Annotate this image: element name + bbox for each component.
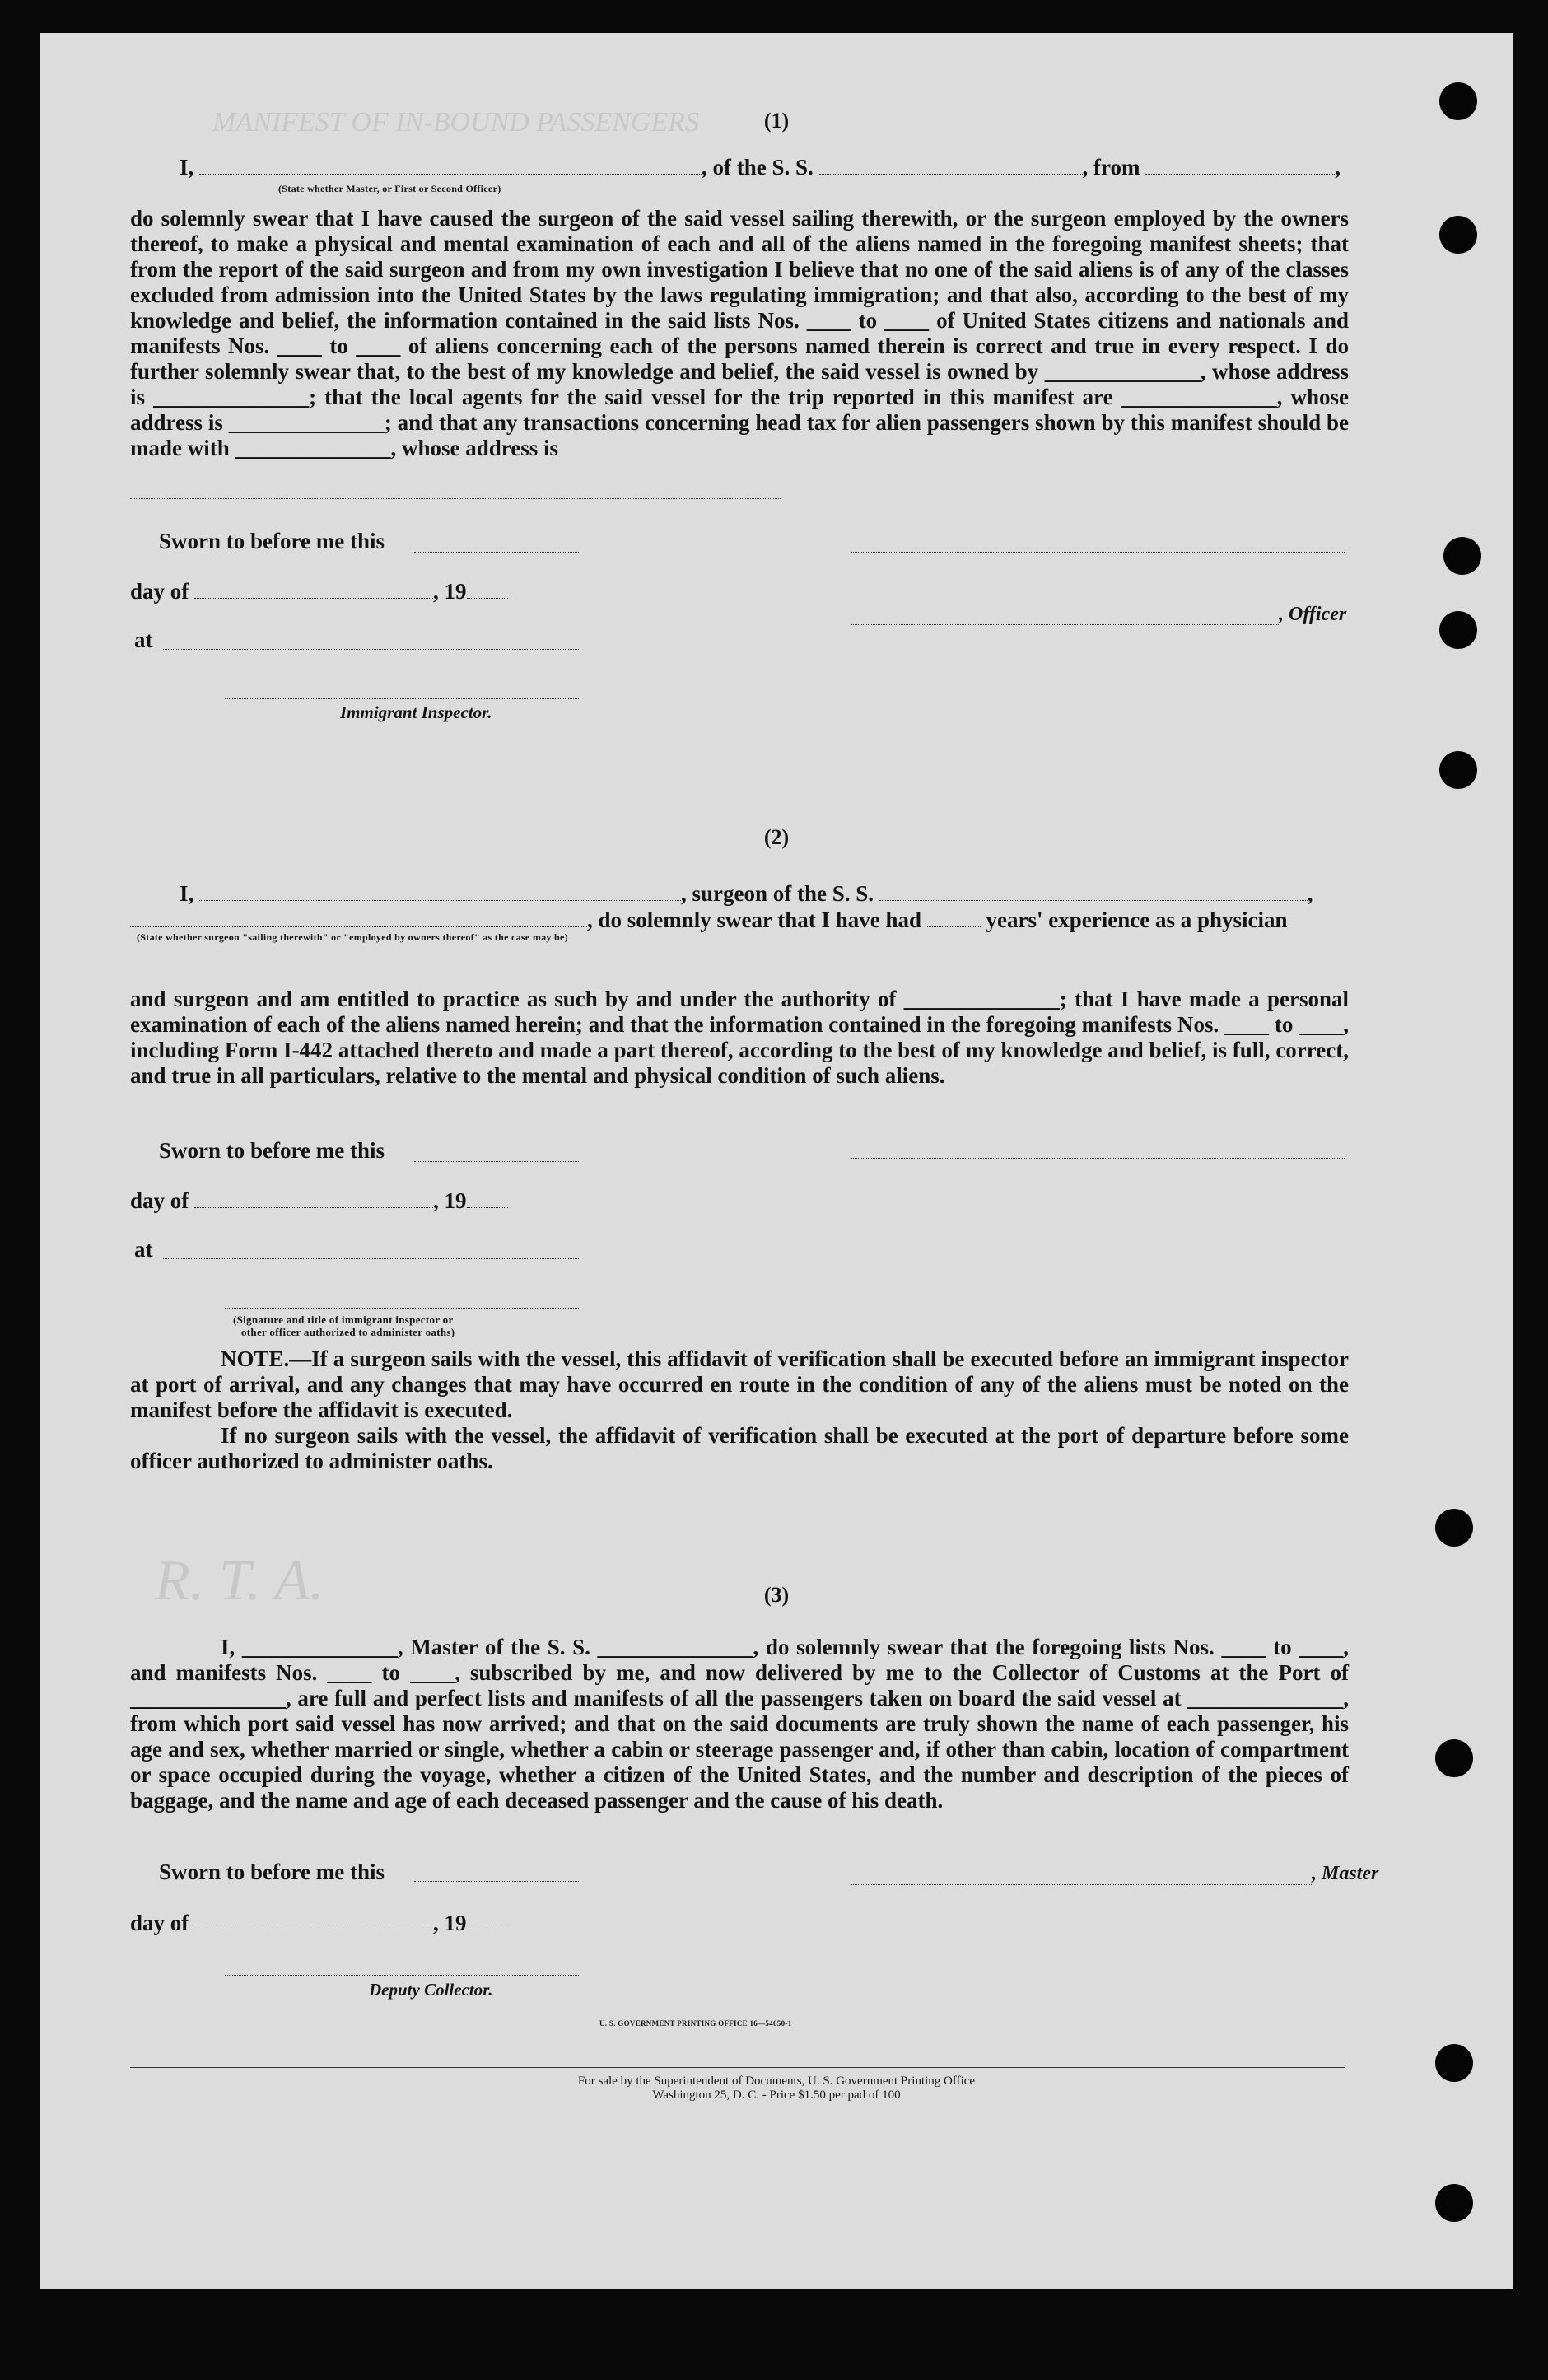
section-1-number: (1) xyxy=(763,109,790,133)
month-field[interactable] xyxy=(194,1911,433,1930)
sworn-label: Sworn to before me this xyxy=(159,529,385,553)
officer-signature-line[interactable] xyxy=(851,552,1345,553)
printer-mark: U. S. GOVERNMENT PRINTING OFFICE 16—54650-1 xyxy=(599,2019,792,2028)
footer-sale-line: For sale by the Superintendent of Documents, U. S. Government Printing Office xyxy=(577,2074,976,2088)
footer-price-line: Washington 25, D. C. - Price $1.50 per pad of 100 xyxy=(652,2088,901,2102)
year-field[interactable] xyxy=(467,1189,508,1208)
day-of-label: day of , 19 xyxy=(130,579,508,604)
at-label: at xyxy=(134,1237,153,1262)
at-label: at xyxy=(134,628,153,652)
day-of-label: day of , 19 xyxy=(130,1911,508,1936)
bleed-through-text: MANIFEST OF IN-BOUND PASSENGERS xyxy=(212,107,699,138)
section-3-number: (3) xyxy=(763,1583,790,1607)
address-line[interactable] xyxy=(130,498,781,499)
place-field[interactable] xyxy=(163,1258,579,1259)
punch-hole xyxy=(1435,1739,1473,1777)
place-field[interactable] xyxy=(163,649,579,650)
officer-title-line[interactable] xyxy=(851,624,1279,625)
sworn-date-field[interactable] xyxy=(414,552,579,553)
section-1-first-line: I, , of the S. S. , from , xyxy=(180,155,1341,180)
collector-signature-line[interactable] xyxy=(225,1975,579,1976)
section-3-oath-text: I, ______________, Master of the S. S. ______________, do solemnly swear that the foregoing lists Nos. ____ to ____, and manifests Nos. ____ to ____, subscribed by me, and now delivered by me to the Collector of Customs at the Port of ______________, are full and perfect lists and manifests of all the passengers taken on board the said vessel at ______________, from which port said vessel has now arrived; and that on the said documents are truly shown the name of each passenger, his age and sex, whether married or single, whether a cabin or steerage passenger and, if other than cabin, location of compartment or space occupied during the voyage, whether a citizen of the United States, and the number and description of the pieces of baggage, and the name and age of each deceased passenger and the cause of his death. xyxy=(130,1635,1349,1813)
officer-label: , Officer xyxy=(1279,604,1347,625)
month-field[interactable] xyxy=(194,580,433,599)
punch-hole xyxy=(1435,1509,1473,1547)
officer-rank-caption: (State whether Master, or First or Second Officer) xyxy=(278,183,501,194)
surgeon-vessel-field[interactable] xyxy=(879,882,1308,901)
surgeon-status-caption: (State whether surgeon "sailing therewith" or "employed by owners thereof" as the case may be) xyxy=(137,931,568,943)
surgeon-status-field[interactable] xyxy=(130,908,587,927)
note-paragraph: NOTE.—If a surgeon sails with the vessel, this affidavit of verification shall be executed before an immigrant inspector at port of arrival, and any changes that may have occurred en route in the condition of any of the aliens must be noted on the manifest before the affidavit is executed. xyxy=(130,1346,1349,1422)
section-2-oath-text: and surgeon and am entitled to practice as such by and under the authority of ______________; that I have made a personal examination of each of the aliens named herein; and that the information contained in the foregoing manifests Nos. ____ to ____, including Form I-442 attached thereto and made a part thereof, according to the best of my knowledge and belief, is full, correct, and true in all particulars, relative to the mental and physical condition of such aliens. xyxy=(130,987,1349,1088)
bleed-through-text: R. T. A. xyxy=(155,1549,324,1612)
signature-caption-2: other officer authorized to administer oaths) xyxy=(241,1326,455,1338)
origin-port-field[interactable] xyxy=(1145,156,1335,175)
day-of-label: day of , 19 xyxy=(130,1188,508,1214)
sworn-date-field[interactable] xyxy=(414,1881,579,1882)
collector-caption: Deputy Collector. xyxy=(369,1980,493,2000)
section-2-second-line: , do solemnly swear that I have had years' experience as a physician xyxy=(130,908,1288,933)
surgeon-signature-line[interactable] xyxy=(851,1158,1345,1159)
month-field[interactable] xyxy=(194,1189,433,1208)
years-field[interactable] xyxy=(927,908,981,927)
inspector-caption: Immigrant Inspector. xyxy=(340,702,492,722)
sworn-label: Sworn to before me this xyxy=(159,1138,385,1163)
signature-caption-1: (Signature and title of immigrant inspector or xyxy=(233,1314,454,1326)
punch-hole xyxy=(1443,537,1481,575)
footer-rule xyxy=(130,2067,1345,2068)
note-paragraph-2: If no surgeon sails with the vessel, the affidavit of verification shall be executed at the port of departure before some officer authorized to administer oaths. xyxy=(130,1423,1349,1473)
vessel-name-field[interactable] xyxy=(819,156,1083,175)
section-2-first-line: I, , surgeon of the S. S. , xyxy=(180,881,1313,906)
officer-rank-field[interactable] xyxy=(199,156,702,175)
master-signature-line[interactable] xyxy=(851,1884,1312,1885)
document-page xyxy=(40,33,1513,2289)
surgeon-name-field[interactable] xyxy=(199,882,681,901)
year-field[interactable] xyxy=(467,1911,508,1930)
sworn-date-field[interactable] xyxy=(414,1161,579,1162)
punch-hole xyxy=(1439,216,1477,254)
punch-hole xyxy=(1439,751,1477,789)
inspector-signature-line[interactable] xyxy=(225,1308,579,1309)
punch-hole xyxy=(1439,611,1477,649)
section-2-number: (2) xyxy=(763,825,790,849)
sworn-label: Sworn to before me this xyxy=(159,1860,385,1884)
inspector-signature-line[interactable] xyxy=(225,698,579,699)
section-1-oath-text: do solemnly swear that I have caused the surgeon of the said vessel sailing therewith, or the surgeon employed by the owners thereof, to make a physical and mental examination of each and all of the aliens named in the foregoing manifest sheets; that from the report of the said surgeon and from my own investigation I believe that no one of the said aliens is of any of the classes excluded from admission into the United States by the laws regulating immigration; and that also, according to the best of my knowledge and belief, the information contained in the said lists Nos. ____ to ____ of United States citizens and nationals and manifests Nos. ____ to ____ of aliens concerning each of the persons named therein is correct and true in every respect. I do further solemnly swear that, to the best of my knowledge and belief, the said vessel is owned by ______________, whose address is ______________; that the local agents for the said vessel for the trip reported in this manifest are ______________, whose address is ______________; and that any transactions concerning head tax for alien passengers shown by this manifest should be made with ______________, whose address is xyxy=(130,206,1349,460)
master-label: , Master xyxy=(1312,1863,1379,1884)
year-field[interactable] xyxy=(467,580,508,599)
punch-hole xyxy=(1435,2184,1473,2222)
